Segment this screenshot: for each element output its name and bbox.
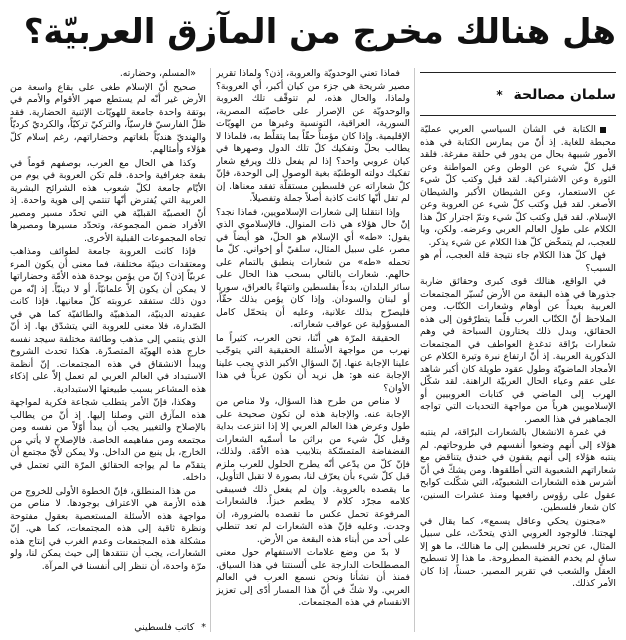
- article-paragraph: في الواقع، هنالك قوى كبرى وحقائق ضاربة جذورها في هذه البقعة من الأرض تُسيّر المجتمعات العربية بعيداً عن أوهام وشعارات الكتّاب. ومن الملاحظ أنّ الكتّاب العرب قلّما يتطرّقون إلى هذه الحقائق، وبدل ذلك يختارون السباحة في وهم شعارات برّاقة تدغدغ العواطف في المجتمعات الذكورية العربية. إذ أنّ ارتفاع نبرة وتيرة الكلام عن الأمجاد الماضويّة وطول عقود طويلة كان أكبر شاهد على عقم وعياء الحال العربيّة الراهنة. لقد شكّل الهرب إلى الماضي في كتابات العروبيين أو الإسلامويين هرباً من مواجهة التحديات التي تواجه الجماهير في هذا العصر.: [420, 276, 616, 425]
- article-paragraph: لا بدّ من وضع علامات الاستفهام حول معنى المصطلحات الدارجة على ألسنتنا في هذا السياق. فمنذ أن نشأنا ونحن نسمع العرب في العالم العربي. ولا شكّ في أنّ هذا المسار أدّى إلى تعزيز الانقسام في هذه المجتمعات.: [216, 547, 410, 608]
- article-paragraph: وكذا هي الحال مع العرب، بوصفهم قوماً في بقعة جغرافية واحدة. فلم تكن العروبة في يوم من الأيّام جامعة لكلّ شعوب هذه الشرائح البشرية العربية التي يُفترض أنّها تنتمي إلى هوية واحدة. إذ أنّ العصبيّة القبليّة هي التي تحدّد مسير ومصير الأفراد ضمن المجموعة، وتحدّد مسيرها ومصيرها تجاه المجموعات القبلية الأخرى.: [10, 157, 206, 244]
- footnote-text: كاتب فلسطيني: [134, 622, 195, 633]
- article-paragraph: الكتابة في الشأن السياسي العربي عمليّة محبطة للغاية. إذ أنّ من يمارس الكتابة في هذه الأمور شبيهة بحال من يدور في حلقة مفرغة. فلقد قيل كلّ شيء عن الوطن وعن المواطنة وعن الثورة وعن الاشتراكية. لقد قيل وكتب كلّ شيء عن الاستعمار، وعن الشيطان الأكبر والشيطان الأصغر. لقد قيل وكتب كلّ شيء عن العروبة وعن الإسلام. لقد قيل وكتب كلّ شيء وتمّ اجترار كلّ هذا الكلام على طول العالم العربي وعرضه. ولكن، ويا للعجب، لم يتمخّض كلّ هذا الكلام عن شيء يذكر.: [420, 124, 616, 248]
- article-paragraph: لا مناص من طرح هذا السؤال، ولا مناص من الإجابة عنه. والإجابة هذه لن تكون صحيحة على طول وعرض هذا العالم العربي إلا إذا انتزعت بداية وقبل كلّ شيء من براثن ما أسمّيه الشعارات الفضفاضة المتمسّكة بتلابيب هذه الأمّة. ولذلك، فإنّ كلّ من يدّعي أنّه يطرح الحلول للعرب ملزم قبل كلّ شيء بأن يعرّف لنا، بصورة لا تقبل التأويل، ما يقصده بالعروبة. وإن لم يفعل ذلك فسيبقى كلامه مجرّد كلام لا يطعم خبزاً. فالشعارات المرفوعة تحمل عكس ما تقصده بالضرورة، إن وجدت. وعليه فإنّ هذه الشعارات لم تعد تنطلي على أحد من أبناء هذه البقعة من الأرض.: [216, 396, 410, 545]
- article-paragraph: في غمرة الانشغال بالشعارات البرّاقة، لم ينتبه هؤلاء إلى أنهم وضعوا أنفسهم في طروحاتهم. لم ينتبه هؤلاء إلى أنهم يقفون في خندق يتناقض مع شعاراتهم الشعبوية التي أطلقوها. ومن يشكّ في أنّ أشرس هذه الشعارات الشعبويّة، التي شكّلت كوابح عقول على رؤوس رافعيها ومنذ عشرات السنين، كان شعار فلسطين.: [420, 427, 616, 513]
- article-paragraph: الحقيقة المرّة هي أنّنا، نحن العرب، كثيراً ما نهرب من مواجهة الأسئلة الحقيقية التي يتوجّب علينا الإجابة عنها. إنّ السؤال الأكبر الذي يجب علينا الإجابة عنه هو: هل نريد أن نكون عرباً في هذا الأوان؟: [216, 332, 410, 394]
- article-headline: هل هنالك مخرج من المآزق العربيّة؟: [23, 12, 616, 52]
- article-column-left: [10, 68, 206, 632]
- column-divider: [414, 68, 415, 632]
- article-paragraph: فماذا تعني الوحدويّة والعروبة، إذن؟ ولماذا تقرير مصير شريحة هي جزء من كيان أكبر، أي العروبة؟ ولماذا، والحال هذه، لم تتوقّف تلك العروبة والوحدويّة عن الإصرار على خاصيّته المصرية، السورية، العراقية، التونسية وغيرها من الهويّات الإقليمية. وإذا كان مؤمناً حقّاً بما يتقلّط به، فلماذا لا يطالب بحلّ وتفكيك كلّ تلك الدول وصهرها في كيان عروبي واحد؟ إذا لم يفعل ذلك ويرفع شعار تفكيك دولته الوطنيّة بغية الوصول إلى الوحدة، فإنّ كلّ شعاراته عن فلسطين مستقلّة تفقد معناها. إن لم تقل أنّها كانت كاذبة أصلاً جملة وتفصيلاً.: [216, 68, 410, 204]
- footnote-asterisk: *: [201, 622, 206, 633]
- column-divider: [210, 68, 211, 632]
- article-paragraph: من هذا المنطلق، فإنّ الخطوة الأولى للخروج من هذه الأزمة هي الاعتراف بوجودها. لا مناص من مواجهة هذه الأسئلة المستعصية بعقول مفتوحة ونظرة ثاقبة إلى هذه المجتمعات، كما هي. إنّ مشكلة هذه المجتمعات وعدم الغرب في إنتاج هذه الشعارات، يجب أن ننتقدها إلى حيث يمكن لنا، ولو مرّة واحدة، أن ننظر إلى أنفسنا في المرآة.: [10, 485, 206, 572]
- author-asterisk: *: [496, 88, 503, 102]
- article-paragraph: فإذا كانت العروبة جامعة لطوائف ومذاهب ومعتقدات دينيّة مختلفة، فما معنى أن يكون المرء عربيّاً إذن؟ إنّ من يؤمن بوحدة هذه الأمّة وحضاراتها لا يمكن أن يكون إلاّ علمانيّاً، أو لا دينيّاً. إذ إنّه من دون ذلك ستفقد عروبته كلّ معانيها. فإذا كانت عقيدته الدينيّة، المذهبيّة والطائفيّة كما هي في الصّدارة، فلا معنى للعروبة التي يتشدّق بها. إذ أنّ الذي ينتمي إلى مذهب وطائفة مختلفة سيجد نفسه خارج هذه الهويّة المتصدّرة. هكذا تحدث الشروخ ويبدأ الانشقاق في هذه المجتمعات. إنّ أنظمة الاستبداد في العالم العربي لم تعمل إلاّ على إذكاء هذه المشاعر بسبب طبيعتها الاستبدادية.: [10, 246, 206, 395]
- article-paragraph: وإذا انتقلنا إلى شعارات الإسلامويين، فماذا نجد؟ إنّ حال هؤلاء هي ذات المنوال. فالإسلاموي الذي يقول: «طه» أي الإسلام هو الحلّ، هو أيضاً في مصر، على سبيل المثال، سلفيّ أو إخواني. كلّ ما تحمله «طه» من شعارات ينطبق بالتمام على حالهم. شعارات بالتالي بسحب هذا الحال على سائر البلدان، بدءاً بفلسطين وانتهاءً بالعراق، سوريا أو لبنان والسودان. وإذا كان يؤمن بذلك حقّاً، فليصرّح بذلك علانية، وعليه أن يتحمّل كامل المسؤولية عن عواقب شعاراته.: [216, 206, 410, 330]
- article-paragraph: «مجنون يحكي وعاقل يسمع»، كما يقال في لهجتنا. فالوجود العروبي الذي يتحدّث، على سبيل المثال، عن تحرير فلسطين إلى ما هنالك، ما هو إلا ساقٍ لم يخدم القضية المطروحة. ما هذا إلا تسطيح العقل والشعب في تقرير المصير. حسناً، إذا كان الأمر كذلك.: [420, 515, 616, 589]
- square-bullet-icon: [600, 127, 606, 133]
- author-name: سلمان مصالحة: [513, 87, 616, 103]
- article-paragraph: «المسلم، وحضارته.: [119, 68, 196, 79]
- article-paragraph: صحيح أنّ الإسلام طغى على بقاع واسعة من الأرض غير أنّه لم يستطع صهر الأقوام والأمم في بوتقة واحدة جامعة للهويّات الإثنية الحضارية. فقد ظلّ الفارسيّ فارسيّاً، والتركيّ تركيّاً، والكرديّ كرديّاً والهنديّ هنديّاً بلغاتهم وحضاراتهم، رغم إسلام كلّ هؤلاء وأمثالهم.: [10, 81, 206, 155]
- article-paragraph: فهل كلّ هذا الكلام جاء نتيجة قلة العجب، أم هو السبب؟: [420, 250, 616, 274]
- author-byline: [420, 85, 616, 105]
- article-column-right: [420, 124, 616, 632]
- article-paragraph: وهكذا، فإنّ الأمر يتطلب شجاعة فكرية لمواجهة هذه المآزق التي وصلنا إليها. إذ أنّ من يطالب بالإصلاح والتغيير يجب أن يبدأ أوّلاً من نفسه ومن مجتمعه ومن مفاهيمه الخاصة. فالإصلاح لا يأتي من الخارج، بل ينبع من الداخل. ولا يمكن لأيّ مجتمع أن يتقدّم ما لم يواجه الحقائق المرّة التي تعتمل في داخله.: [10, 397, 206, 483]
- article-column-middle: [216, 68, 410, 632]
- byline-box: [420, 72, 616, 116]
- author-footnote: [10, 622, 206, 634]
